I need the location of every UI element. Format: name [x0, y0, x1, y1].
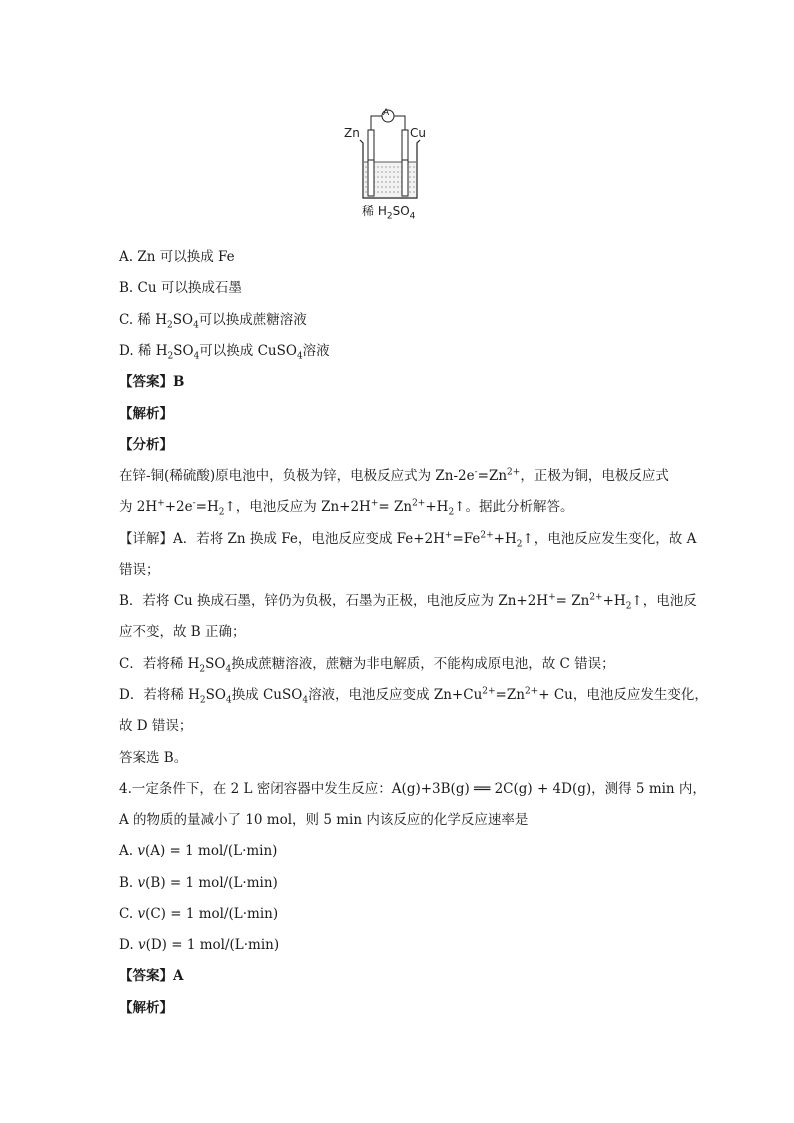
q4-option-a: A. v(A) = 1 mol/(L·min) [119, 843, 278, 859]
q3-jiexi-heading: 【解析】 [119, 406, 173, 422]
galvanic-cell-figure [330, 100, 450, 220]
q3-detail-b-line-2: 应不变，故 B 正确； [119, 624, 246, 640]
q3-detail-d-line-2: 故 D 错误； [119, 718, 193, 734]
q3-detail-d-line-1: D．若将稀 $H_2SO_4$换成 CuSO$_4$溶液，电池反应变成 $Zn+Cu^{2+}=Zn^{2+}+ Cu$，电池反应发生变化， [119, 686, 708, 706]
q3-analysis-line-1: 在锌-铜(稀硫酸)原电池中，负极为锌，电极反应式为 $Zn-2e^-=Zn^{2+}$，正极为铜，电极反应式 [119, 467, 669, 484]
ammeter-label: A [383, 108, 390, 118]
q3-option-d: D. 稀 $H_2SO_4$可以换成 CuSO$_4$溶液 [119, 343, 330, 362]
q4-answer: 【答案】A [119, 968, 184, 984]
q3-option-b: B. Cu 可以换成石墨 [119, 280, 242, 296]
solution-label: 稀 $H_2SO_4$ [362, 204, 416, 222]
q3-analysis-line-2: 为 $2H^++2e^-=H_2↑$，电池反应为 $Zn+2H^+= Zn^{2+}+H_2↑$。据此分析解答。 [119, 498, 574, 518]
zn-label: Zn [344, 126, 360, 140]
q3-option-a: A. Zn 可以换成 Fe [119, 249, 235, 265]
q4-stem-line-1: 4.一定条件下，在 2 L 密闭容器中发生反应：A(g)+3B(g) ══ 2C(g) + 4D(g)，测得 5 min 内， [119, 781, 706, 797]
q4-option-d: D. v(D) = 1 mol/(L·min) [119, 937, 280, 953]
q3-detail-b-line-1: B．若将 Cu 换成石墨，锌仍为负极，石墨为正极，电池反应为 $Zn+2H^+= Zn^{2+}+H_2↑$，电池反 [119, 592, 697, 612]
q3-option-c: C. 稀 $H_2SO_4$可以换成蔗糖溶液 [119, 312, 307, 331]
q4-stem-line-2: A 的物质的量减小了 10 mol，则 5 min 内该反应的化学反应速率是 [119, 812, 529, 828]
cu-label: Cu [410, 126, 426, 140]
q3-detail-a-line-2: 错误； [119, 562, 160, 578]
q4-jiexi-heading: 【解析】 [119, 1000, 173, 1016]
q3-detail-a-line-1: 【详解】A．若将 Zn 换成 Fe，电池反应变成 $Fe+2H^+=Fe^{2+}+H_2↑$，电池反应发生变化，故 A [119, 530, 697, 550]
q4-option-b: B. v(B) = 1 mol/(L·min) [119, 875, 278, 891]
q3-fenxi-heading: 【分析】 [119, 437, 173, 453]
q3-detail-c: C．若将稀 $H_2SO_4$换成蔗糖溶液，蔗糖为非电解质，不能构成原电池，故 C 错误； [119, 656, 615, 675]
q3-answer: 【答案】B [119, 374, 185, 390]
q3-conclusion: 答案选 B。 [119, 750, 188, 766]
q4-option-c: C. v(C) = 1 mol/(L·min) [119, 906, 279, 922]
